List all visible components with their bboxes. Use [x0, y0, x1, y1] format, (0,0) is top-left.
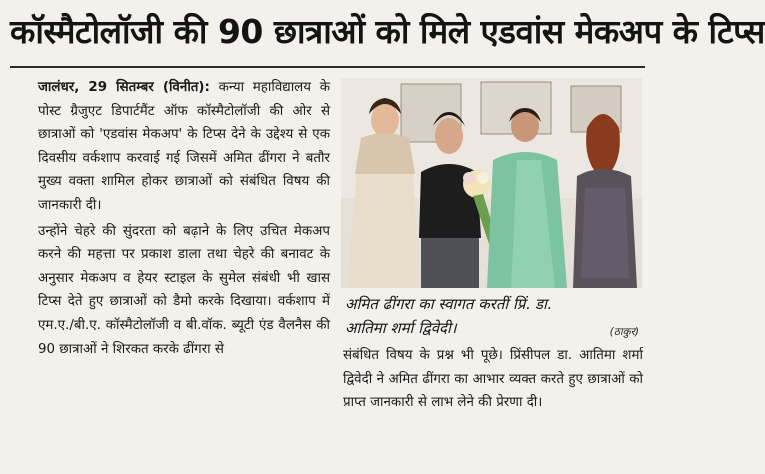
- headline: कॉस्मैटोलॉजी की 90 छात्राओं को मिले एडवांस मेकअप के टिप्स: [10, 12, 765, 51]
- group-photo-illustration: [341, 78, 642, 288]
- photo-caption: [345, 292, 643, 342]
- article-paragraph-2: उन्होंने चेहरे की सुंदरता को बढ़ाने के लिए उचित मेकअप करने की महत्ता पर प्रकाश डाला तथा चेहरे की बनावट के अनुसार मेकअप व हेयर स्टाइल के सुमेल संबंधी भी खास टिप्स देते हुए छात्राओं को डैमो करके दिखाया। वर्कशाप में एम.ए./बी.ए. कॉस्मैटोलॉजी व बी.वॉक. ब्यूटी एंड वैलनैस की 90 छात्राओं ने शिरकत करके ढींगरा से: [38, 223, 330, 357]
- caption-line-2: आतिमा शर्मा द्विवेदी।: [345, 319, 457, 337]
- photo-credit: (ठाकुर): [609, 326, 639, 338]
- article-right-column: [343, 344, 643, 415]
- dateline: जालंधर, 29 सितम्बर (विनीत):: [38, 80, 210, 95]
- headline-rule: [10, 66, 645, 68]
- article-paragraph-1-text: कन्या महाविद्यालय के पोस्ट ग्रैजुएट डिपार्टमैंट ऑफ कॉस्मैटोलॉजी की ओर से छात्राओं को 'एडवांस मेकअप' के टिप्स देने के उद्देश्य से एक दिवसीय वर्कशाप करवाई गई जिसमें अमित ढींगरा ने बतौर मुख्य वक्ता शामिल होकर छात्राओं को संबंधित विषय की जानकारी दी।: [38, 80, 330, 213]
- news-photo: [341, 78, 642, 288]
- article-left-column: [12, 76, 330, 361]
- article-paragraph-1: [12, 76, 330, 218]
- caption-line-1: अमित ढींगरा का स्वागत करतीं प्रिं. डा.: [345, 295, 552, 313]
- article-paragraph-3: संबंधित विषय के प्रश्न भी पूछे। प्रिंसीपल डा. आतिमा शर्मा द्विवेदी ने अमित ढींगरा का आभार व्यक्त करते हुए छात्राओं को प्राप्त जानकारी से लाभ लेने की प्रेरणा दी।: [343, 348, 643, 411]
